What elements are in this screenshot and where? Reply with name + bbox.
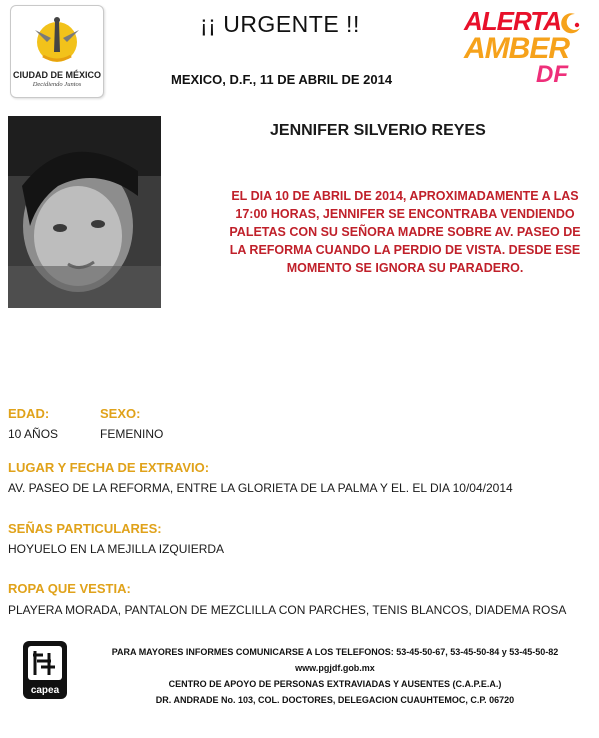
clothes-value: PLAYERA MORADA, PANTALON DE MEZCLILLA CON PARCHES, TENIS BLANCOS, DIADEMA ROSA: [8, 603, 567, 617]
contact-phones: PARA MAYORES INFORMES COMUNICARSE A LOS TELEFONOS: 53-45-50-67, 53-45-50-84 y 53-45-50-82: [111, 647, 559, 657]
logo-name: CIUDAD DE MÉXICO: [12, 70, 101, 80]
amber-word-df: DF: [536, 61, 568, 88]
urgent-heading: ¡¡ URGENTE !!: [200, 11, 360, 37]
crescent-moon-icon: [560, 12, 582, 34]
clothes-label: ROPA QUE VESTIA:: [8, 581, 131, 596]
logo-tagline: Decidiendo Juntos: [32, 81, 82, 88]
place-value: AV. PASEO DE LA REFORMA, ENTRE LA GLORIETA DE LA PALMA Y EL. EL DIA 10/04/2014: [8, 481, 513, 495]
alerta-amber-logo: [464, 4, 590, 90]
sex-label: SEXO:: [100, 406, 141, 421]
capea-center-name: CENTRO DE APOYO DE PERSONAS EXTRAVIADAS Y AUSENTES (C.A.P.E.A.): [168, 679, 502, 689]
marks-label: SEÑAS PARTICULARES:: [8, 521, 162, 536]
website-link[interactable]: www.pgjdf.gob.mx: [295, 663, 375, 673]
capea-address: DR. ANDRADE No. 103, COL. DOCTORES, DELEGACION CUAUHTEMOC, C.P. 06720: [155, 695, 515, 705]
incident-description: EL DIA 10 DE ABRIL DE 2014, APROXIMADAMENTE A LAS 17:00 HORAS, JENNIFER SE ENCONTRABA VENDIENDO PALETAS CON SU SEÑORA MADRE SOBRE AV. PASEO DE LA REFORMA CUANDO LA PERDIO DE VISTA. DESDE ESE MOMENTO SE IGNORA SU PARADERO.: [229, 189, 581, 275]
age-value: 10 AÑOS: [8, 427, 59, 441]
place-label: LUGAR Y FECHA DE EXTRAVIO:: [8, 460, 210, 475]
missing-person-photo: [8, 116, 161, 308]
angel-emblem-icon: [29, 12, 85, 68]
age-label: EDAD:: [8, 406, 50, 421]
date-line: MEXICO, D.F., 11 DE ABRIL DE 2014: [171, 72, 393, 87]
capea-label: capea: [30, 685, 60, 696]
person-name: JENNIFER SILVERIO REYES: [270, 122, 486, 139]
marks-value: HOYUELO EN LA MEJILLA IZQUIERDA: [8, 542, 225, 556]
cdmx-logo: [10, 5, 104, 98]
amber-word-alerta: ALERTA: [464, 6, 562, 36]
child-portrait-image: [8, 116, 161, 308]
sex-value: FEMENINO: [100, 427, 164, 441]
capea-logo: [23, 641, 67, 699]
amber-word-amber: AMBER: [464, 32, 569, 65]
capea-emblem-icon: [23, 641, 67, 699]
